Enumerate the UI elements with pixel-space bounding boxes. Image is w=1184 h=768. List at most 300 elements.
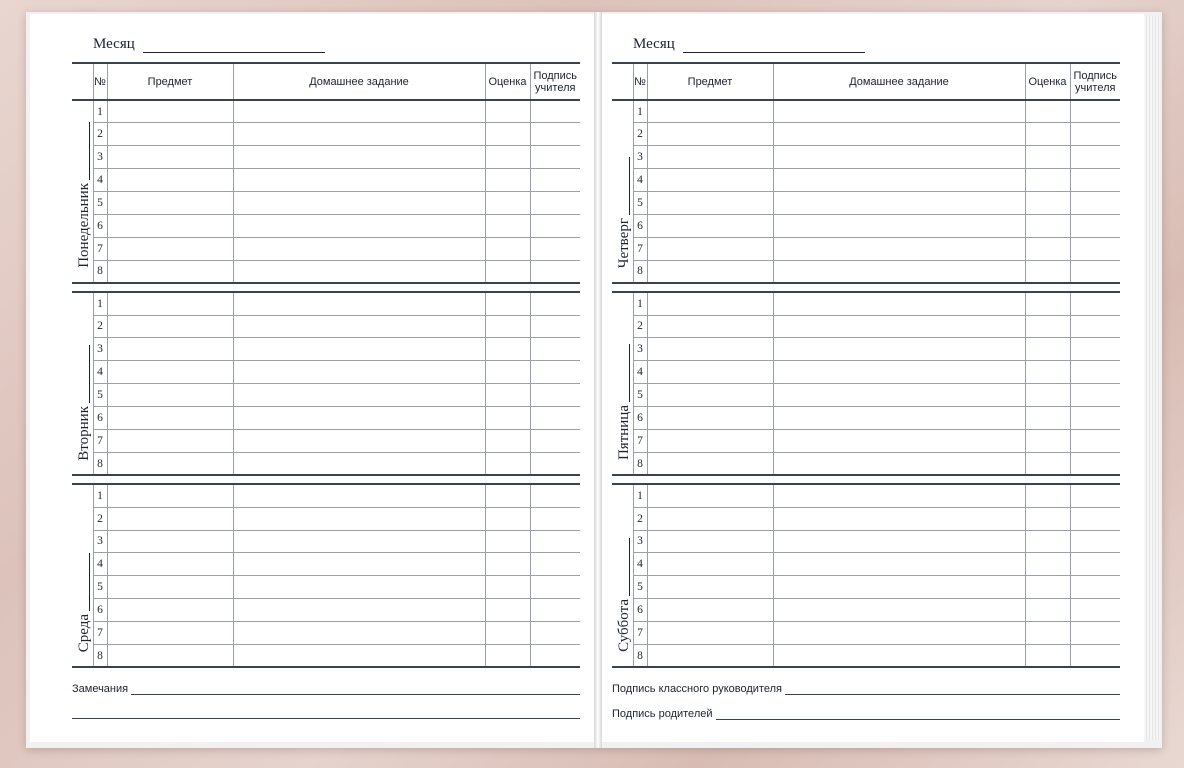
- teacher-signature-cell[interactable]: [1070, 576, 1120, 599]
- day-label-wrap: [76, 183, 92, 268]
- subject-cell[interactable]: [107, 100, 233, 123]
- lesson-row: [612, 530, 1120, 553]
- homework-cell[interactable]: [773, 530, 1025, 553]
- teacher-signature-cell[interactable]: [530, 507, 580, 530]
- lesson-row: [612, 407, 1120, 430]
- homework-cell[interactable]: [233, 315, 485, 338]
- lesson-number: 6: [93, 214, 107, 237]
- homework-table-left: [72, 62, 580, 668]
- homework-cell[interactable]: [773, 599, 1025, 622]
- homework-cell[interactable]: [233, 407, 485, 430]
- subject-cell[interactable]: [647, 100, 773, 123]
- subject-cell[interactable]: [647, 169, 773, 192]
- grade-cell[interactable]: [485, 100, 530, 123]
- homework-cell[interactable]: [233, 146, 485, 169]
- subject-cell[interactable]: [647, 622, 773, 645]
- teacher-signature-cell[interactable]: [530, 146, 580, 169]
- grade-cell[interactable]: [485, 407, 530, 430]
- grade-cell[interactable]: [1025, 429, 1070, 452]
- lesson-row: [72, 507, 580, 530]
- grade-cell[interactable]: [485, 338, 530, 361]
- teacher-signature-cell[interactable]: [530, 384, 580, 407]
- subject-cell[interactable]: [647, 123, 773, 146]
- day-cell: [72, 100, 93, 283]
- subject-cell[interactable]: [107, 214, 233, 237]
- homework-cell[interactable]: [233, 384, 485, 407]
- subject-cell[interactable]: [107, 338, 233, 361]
- lesson-row: [72, 530, 580, 553]
- homework-cell[interactable]: [233, 237, 485, 260]
- day-column-header: [612, 63, 633, 100]
- grade-cell[interactable]: [1025, 484, 1070, 507]
- day-date-line[interactable]: [89, 553, 90, 611]
- homework-cell[interactable]: [773, 553, 1025, 576]
- lesson-row: [72, 429, 580, 452]
- grade-cell[interactable]: [1025, 576, 1070, 599]
- teacher-signature-cell[interactable]: [1070, 169, 1120, 192]
- homework-cell[interactable]: [773, 237, 1025, 260]
- homework-cell[interactable]: [233, 644, 485, 667]
- lesson-row: [72, 146, 580, 169]
- homework-cell[interactable]: [773, 123, 1025, 146]
- teacher-signature-cell[interactable]: [1070, 214, 1120, 237]
- subject-cell[interactable]: [107, 553, 233, 576]
- grade-column-header: Оценка: [485, 63, 530, 100]
- grade-cell[interactable]: [1025, 622, 1070, 645]
- grade-cell[interactable]: [485, 237, 530, 260]
- day-label-wrap: [76, 614, 92, 652]
- subject-cell[interactable]: [107, 622, 233, 645]
- subject-cell[interactable]: [647, 452, 773, 475]
- teacher-signature-cell[interactable]: [530, 315, 580, 338]
- homework-cell[interactable]: [773, 338, 1025, 361]
- subject-cell[interactable]: [647, 407, 773, 430]
- lesson-number: 2: [633, 123, 647, 146]
- day-date-line[interactable]: [629, 157, 630, 215]
- remarks-line[interactable]: [131, 684, 580, 695]
- teacher-signature-cell[interactable]: [1070, 384, 1120, 407]
- lesson-number: 5: [633, 576, 647, 599]
- teacher-signature-column-header: [1070, 63, 1120, 100]
- homework-cell[interactable]: [773, 429, 1025, 452]
- grade-cell[interactable]: [1025, 100, 1070, 123]
- subject-cell[interactable]: [647, 315, 773, 338]
- class-teacher-signature-field: [612, 683, 1120, 695]
- subject-cell[interactable]: [647, 644, 773, 667]
- grade-cell[interactable]: [1025, 507, 1070, 530]
- lesson-row: [612, 553, 1120, 576]
- teacher-signature-cell[interactable]: [1070, 407, 1120, 430]
- grade-cell[interactable]: [1025, 260, 1070, 283]
- grade-cell[interactable]: [485, 292, 530, 315]
- lesson-row: [612, 123, 1120, 146]
- teacher-signature-cell[interactable]: [1070, 315, 1120, 338]
- lesson-number: 2: [633, 315, 647, 338]
- grade-cell[interactable]: [1025, 338, 1070, 361]
- lesson-number: 3: [93, 146, 107, 169]
- grade-cell[interactable]: [1025, 407, 1070, 430]
- grade-cell[interactable]: [1025, 169, 1070, 192]
- lesson-row: [612, 507, 1120, 530]
- lesson-row: [72, 452, 580, 475]
- subject-cell[interactable]: [107, 644, 233, 667]
- teacher-signature-cell[interactable]: [530, 429, 580, 452]
- teacher-signature-column-header: [530, 63, 580, 100]
- homework-column-header: Домашнее задание: [773, 63, 1025, 100]
- lesson-number: 3: [93, 530, 107, 553]
- homework-cell[interactable]: [233, 100, 485, 123]
- teacher-signature-cell[interactable]: [530, 260, 580, 283]
- subject-cell[interactable]: [647, 530, 773, 553]
- day-date-line[interactable]: [629, 538, 630, 596]
- day-cell: [612, 100, 633, 283]
- lesson-number: 5: [93, 192, 107, 215]
- lesson-row: [612, 599, 1120, 622]
- grade-cell[interactable]: [485, 452, 530, 475]
- lesson-row: [612, 214, 1120, 237]
- homework-cell[interactable]: [773, 361, 1025, 384]
- subject-cell[interactable]: [107, 599, 233, 622]
- homework-cell[interactable]: [773, 214, 1025, 237]
- teacher-signature-cell[interactable]: [1070, 599, 1120, 622]
- lesson-row: [612, 484, 1120, 507]
- lesson-row: [612, 429, 1120, 452]
- day-cell: [612, 292, 633, 475]
- lesson-number: 4: [633, 169, 647, 192]
- subject-cell[interactable]: [107, 237, 233, 260]
- subject-cell[interactable]: [107, 452, 233, 475]
- month-blank-line[interactable]: [143, 38, 325, 53]
- homework-cell[interactable]: [773, 169, 1025, 192]
- subject-cell[interactable]: [647, 260, 773, 283]
- homework-cell[interactable]: [773, 622, 1025, 645]
- grade-cell[interactable]: [485, 507, 530, 530]
- subject-cell[interactable]: [647, 429, 773, 452]
- grade-cell[interactable]: [1025, 644, 1070, 667]
- grade-cell[interactable]: [1025, 384, 1070, 407]
- grade-column-header: Оценка: [1025, 63, 1070, 100]
- grade-cell[interactable]: [1025, 452, 1070, 475]
- day-blocks: [72, 100, 580, 667]
- homework-cell[interactable]: [233, 599, 485, 622]
- teacher-signature-cell[interactable]: [530, 292, 580, 315]
- homework-cell[interactable]: [233, 123, 485, 146]
- subject-cell[interactable]: [107, 507, 233, 530]
- grade-cell[interactable]: [485, 361, 530, 384]
- subject-column-header: Предмет: [107, 63, 233, 100]
- grade-cell[interactable]: [1025, 214, 1070, 237]
- signature-header-line1: Подпись: [533, 69, 578, 82]
- grade-cell[interactable]: [485, 599, 530, 622]
- homework-cell[interactable]: [233, 452, 485, 475]
- remarks-label: Замечания: [72, 683, 129, 695]
- subject-cell[interactable]: [647, 599, 773, 622]
- lesson-number: 4: [93, 361, 107, 384]
- lesson-row: [72, 622, 580, 645]
- homework-cell[interactable]: [773, 484, 1025, 507]
- grade-cell[interactable]: [1025, 553, 1070, 576]
- teacher-signature-cell[interactable]: [530, 338, 580, 361]
- grade-cell[interactable]: [1025, 361, 1070, 384]
- grade-cell[interactable]: [485, 146, 530, 169]
- homework-cell[interactable]: [233, 361, 485, 384]
- teacher-signature-cell[interactable]: [530, 361, 580, 384]
- teacher-signature-cell[interactable]: [530, 214, 580, 237]
- subject-cell[interactable]: [107, 169, 233, 192]
- grade-cell[interactable]: [1025, 146, 1070, 169]
- grade-cell[interactable]: [1025, 315, 1070, 338]
- homework-cell[interactable]: [773, 100, 1025, 123]
- lesson-row: [72, 260, 580, 283]
- grade-cell[interactable]: [485, 553, 530, 576]
- parents-signature-label: Подпись родителей: [612, 708, 713, 720]
- lesson-row: [612, 315, 1120, 338]
- lesson-number: 8: [93, 452, 107, 475]
- teacher-signature-cell[interactable]: [1070, 507, 1120, 530]
- homework-cell[interactable]: [773, 507, 1025, 530]
- subject-cell[interactable]: [647, 361, 773, 384]
- teacher-signature-cell[interactable]: [1070, 484, 1120, 507]
- lesson-number: 1: [93, 484, 107, 507]
- homework-cell[interactable]: [773, 384, 1025, 407]
- subject-cell[interactable]: [107, 146, 233, 169]
- lesson-number: 2: [93, 315, 107, 338]
- teacher-signature-cell[interactable]: [1070, 429, 1120, 452]
- lesson-number: 6: [633, 214, 647, 237]
- teacher-signature-cell[interactable]: [530, 484, 580, 507]
- teacher-signature-cell[interactable]: [1070, 100, 1120, 123]
- class-teacher-signature-label: Подпись классного руководителя: [612, 683, 782, 695]
- grade-cell[interactable]: [1025, 292, 1070, 315]
- homework-cell[interactable]: [773, 315, 1025, 338]
- lesson-number: 5: [93, 384, 107, 407]
- homework-cell[interactable]: [773, 292, 1025, 315]
- grade-cell[interactable]: [485, 576, 530, 599]
- subject-cell[interactable]: [647, 484, 773, 507]
- teacher-signature-cell[interactable]: [1070, 192, 1120, 215]
- teacher-signature-cell[interactable]: [1070, 146, 1120, 169]
- homework-cell[interactable]: [233, 260, 485, 283]
- lesson-number: 3: [633, 338, 647, 361]
- remarks-extra-line[interactable]: [72, 718, 580, 719]
- homework-cell[interactable]: [773, 407, 1025, 430]
- homework-cell[interactable]: [773, 452, 1025, 475]
- subject-column-header: Предмет: [647, 63, 773, 100]
- lesson-number: 6: [93, 599, 107, 622]
- subject-cell[interactable]: [647, 553, 773, 576]
- subject-cell[interactable]: [107, 315, 233, 338]
- month-field-left: [93, 36, 325, 53]
- page-edges: [1144, 16, 1160, 740]
- homework-cell[interactable]: [233, 338, 485, 361]
- teacher-signature-cell[interactable]: [1070, 260, 1120, 283]
- day-cell: [612, 484, 633, 667]
- teacher-signature-cell[interactable]: [530, 237, 580, 260]
- subject-cell[interactable]: [107, 384, 233, 407]
- teacher-signature-cell[interactable]: [530, 100, 580, 123]
- homework-column-header: Домашнее задание: [233, 63, 485, 100]
- grade-cell[interactable]: [485, 429, 530, 452]
- month-blank-line-right[interactable]: [683, 38, 865, 53]
- subject-cell[interactable]: [647, 576, 773, 599]
- lesson-row: [72, 361, 580, 384]
- lesson-row: [72, 214, 580, 237]
- lesson-number: 7: [633, 622, 647, 645]
- grade-cell[interactable]: [1025, 192, 1070, 215]
- homework-cell[interactable]: [233, 484, 485, 507]
- lesson-row: [72, 553, 580, 576]
- teacher-signature-cell[interactable]: [1070, 123, 1120, 146]
- grade-cell[interactable]: [485, 315, 530, 338]
- day-cell: [72, 484, 93, 667]
- lesson-number: 2: [93, 123, 107, 146]
- subject-cell[interactable]: [647, 338, 773, 361]
- subject-cell[interactable]: [647, 507, 773, 530]
- lesson-number: 4: [93, 553, 107, 576]
- teacher-signature-cell[interactable]: [530, 530, 580, 553]
- lesson-number: 7: [633, 237, 647, 260]
- grade-cell[interactable]: [485, 484, 530, 507]
- grade-cell[interactable]: [1025, 237, 1070, 260]
- subject-cell[interactable]: [107, 484, 233, 507]
- lesson-row: [612, 644, 1120, 667]
- subject-cell[interactable]: [107, 407, 233, 430]
- day-blocks: [612, 100, 1120, 667]
- lesson-number: 8: [93, 644, 107, 667]
- teacher-signature-cell[interactable]: [1070, 361, 1120, 384]
- grade-cell[interactable]: [485, 260, 530, 283]
- day-label-wrap: [76, 406, 92, 461]
- teacher-signature-cell[interactable]: [1070, 530, 1120, 553]
- teacher-signature-cell[interactable]: [530, 123, 580, 146]
- day-label-wrap: [616, 405, 632, 460]
- day-date-line[interactable]: [89, 345, 90, 403]
- lesson-number: 7: [633, 429, 647, 452]
- teacher-signature-cell[interactable]: [1070, 237, 1120, 260]
- parents-signature-field: [612, 708, 1120, 720]
- grade-cell[interactable]: [1025, 123, 1070, 146]
- lesson-number: 1: [633, 100, 647, 123]
- subject-cell[interactable]: [647, 214, 773, 237]
- homework-cell[interactable]: [773, 192, 1025, 215]
- lesson-row: [612, 146, 1120, 169]
- lesson-number: 8: [633, 260, 647, 283]
- day-label-wrap: [616, 599, 632, 652]
- teacher-signature-cell[interactable]: [530, 452, 580, 475]
- grade-cell[interactable]: [485, 214, 530, 237]
- homework-cell[interactable]: [233, 214, 485, 237]
- lesson-number: 3: [93, 338, 107, 361]
- num-column-header: №: [93, 63, 107, 100]
- homework-cell[interactable]: [233, 192, 485, 215]
- teacher-signature-cell[interactable]: [530, 599, 580, 622]
- homework-table-right: [612, 62, 1120, 668]
- parents-signature-line[interactable]: [716, 709, 1121, 720]
- homework-cell[interactable]: [233, 622, 485, 645]
- lesson-number: 1: [633, 292, 647, 315]
- homework-cell[interactable]: [233, 553, 485, 576]
- day-date-line[interactable]: [89, 122, 90, 180]
- teacher-signature-cell[interactable]: [1070, 553, 1120, 576]
- grade-cell[interactable]: [485, 169, 530, 192]
- lesson-number: 4: [633, 553, 647, 576]
- homework-cell[interactable]: [233, 530, 485, 553]
- teacher-signature-cell[interactable]: [530, 169, 580, 192]
- grade-cell[interactable]: [485, 530, 530, 553]
- homework-cell[interactable]: [233, 429, 485, 452]
- homework-cell[interactable]: [773, 260, 1025, 283]
- grade-cell[interactable]: [485, 644, 530, 667]
- grade-cell[interactable]: [485, 192, 530, 215]
- teacher-signature-cell[interactable]: [530, 407, 580, 430]
- homework-cell[interactable]: [233, 169, 485, 192]
- homework-cell[interactable]: [773, 146, 1025, 169]
- lesson-row: [72, 237, 580, 260]
- class-teacher-signature-line[interactable]: [785, 684, 1120, 695]
- teacher-signature-cell[interactable]: [1070, 644, 1120, 667]
- day-name-label: Суббота: [615, 599, 632, 653]
- book-spine: [594, 12, 602, 748]
- signature-header-line1: Подпись: [1073, 69, 1118, 82]
- day-name-label: Вторник: [75, 405, 92, 461]
- subject-cell[interactable]: [107, 576, 233, 599]
- grade-cell[interactable]: [1025, 599, 1070, 622]
- homework-cell[interactable]: [233, 292, 485, 315]
- subject-cell[interactable]: [107, 361, 233, 384]
- subject-cell[interactable]: [107, 530, 233, 553]
- teacher-signature-cell[interactable]: [530, 644, 580, 667]
- day-separator: [612, 475, 1120, 484]
- day-date-line[interactable]: [629, 344, 630, 402]
- subject-cell[interactable]: [647, 192, 773, 215]
- teacher-signature-cell[interactable]: [1070, 452, 1120, 475]
- day-name-label: Четверг: [615, 217, 632, 269]
- teacher-signature-cell[interactable]: [1070, 338, 1120, 361]
- subject-cell[interactable]: [107, 292, 233, 315]
- teacher-signature-cell[interactable]: [530, 576, 580, 599]
- lesson-number: 1: [93, 100, 107, 123]
- grade-cell[interactable]: [1025, 530, 1070, 553]
- lesson-row: [612, 338, 1120, 361]
- homework-cell[interactable]: [233, 576, 485, 599]
- lesson-row: [72, 384, 580, 407]
- homework-cell[interactable]: [233, 507, 485, 530]
- lesson-number: 3: [633, 146, 647, 169]
- subject-cell[interactable]: [107, 123, 233, 146]
- lesson-row: [612, 260, 1120, 283]
- teacher-signature-cell[interactable]: [1070, 622, 1120, 645]
- grade-cell[interactable]: [485, 622, 530, 645]
- subject-cell[interactable]: [647, 146, 773, 169]
- teacher-signature-cell[interactable]: [1070, 292, 1120, 315]
- homework-cell[interactable]: [773, 576, 1025, 599]
- subject-cell[interactable]: [107, 429, 233, 452]
- subject-cell[interactable]: [647, 237, 773, 260]
- lesson-row: [612, 361, 1120, 384]
- subject-cell[interactable]: [647, 292, 773, 315]
- subject-cell[interactable]: [107, 260, 233, 283]
- teacher-signature-cell[interactable]: [530, 622, 580, 645]
- homework-cell[interactable]: [773, 644, 1025, 667]
- subject-cell[interactable]: [647, 384, 773, 407]
- lesson-row: [612, 622, 1120, 645]
- grade-cell[interactable]: [485, 384, 530, 407]
- teacher-signature-cell[interactable]: [530, 553, 580, 576]
- grade-cell[interactable]: [485, 123, 530, 146]
- subject-cell[interactable]: [107, 192, 233, 215]
- teacher-signature-cell[interactable]: [530, 192, 580, 215]
- lesson-row: [72, 338, 580, 361]
